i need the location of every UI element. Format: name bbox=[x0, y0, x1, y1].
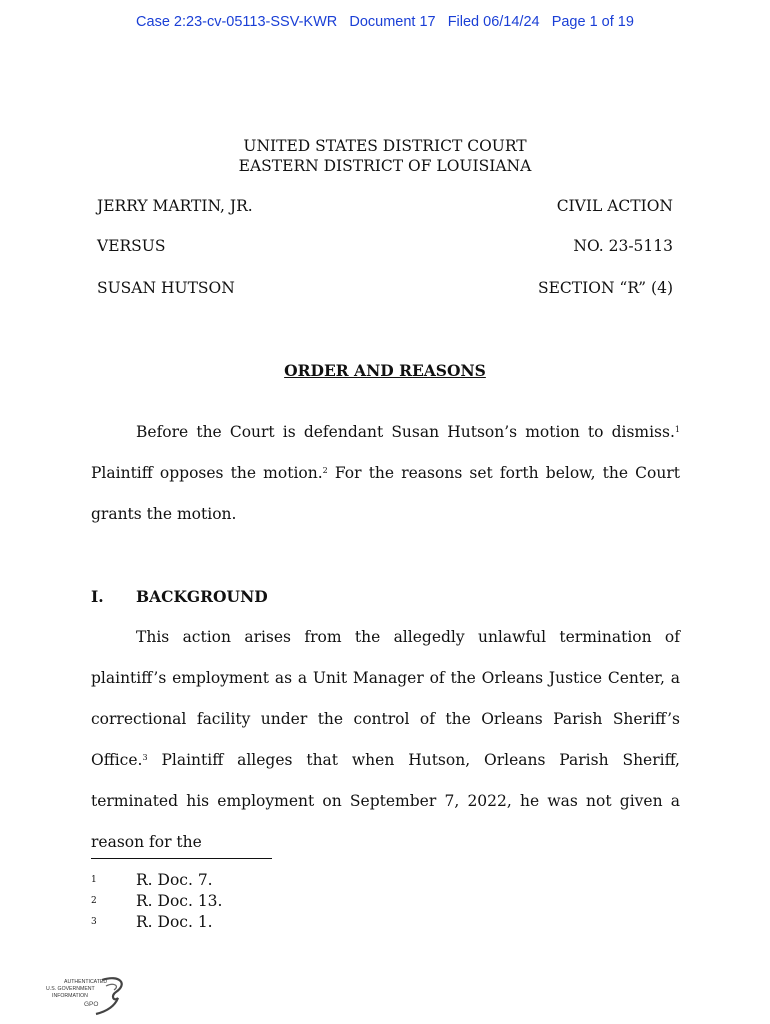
eagle-wing-icon bbox=[106, 984, 116, 990]
footnote-ref-2[interactable]: 2 bbox=[322, 466, 328, 475]
section-number: I. bbox=[91, 587, 104, 606]
intro-text-a: Before the Court is defendant Susan Hutson’s motion to dismiss. bbox=[136, 423, 675, 441]
intro-paragraph bbox=[91, 412, 680, 535]
gpo-authenticated-seal bbox=[44, 974, 128, 1016]
case-number-caption: NO. 23-5113 bbox=[573, 237, 673, 255]
footnotes bbox=[91, 870, 491, 933]
seal-line-4: GPO bbox=[84, 1001, 99, 1008]
document-number: Document 17 bbox=[349, 14, 436, 30]
footnote-ref-1[interactable]: 1 bbox=[674, 425, 680, 434]
intro-text-b: Plaintiff opposes the motion. bbox=[91, 464, 323, 482]
court-name bbox=[0, 136, 770, 176]
action-type: CIVIL ACTION bbox=[556, 197, 673, 215]
seal-line-2: U.S. GOVERNMENT bbox=[46, 986, 95, 992]
document-title: ORDER AND REASONS bbox=[284, 361, 486, 380]
court-line-2: EASTERN DISTRICT OF LOUISIANA bbox=[238, 157, 532, 175]
versus-label: VERSUS bbox=[97, 237, 166, 255]
background-text-a: This action arises from the allegedly unlawful termination of plaintiff’s employment as a Unit Manager of the Orleans Justice Center, a correctional facility under the control of the Orleans Parish Sheriff’s Office. bbox=[91, 628, 680, 769]
section-label: SECTION “R” (4) bbox=[537, 279, 673, 297]
footnote-text: R. Doc. 7. bbox=[136, 871, 213, 889]
section-title: BACKGROUND bbox=[136, 587, 268, 606]
plaintiff-name: JERRY MARTIN, JR. bbox=[97, 197, 253, 215]
seal-line-1: AUTHENTICATED bbox=[64, 979, 108, 985]
background-text-b: Plaintiff alleges that when Hutson, Orleans Parish Sheriff, terminated his employment on September 7, 2022, he was not given a reason for the bbox=[91, 751, 680, 851]
case-header bbox=[0, 14, 770, 30]
intro-text-c: For the reasons set forth below, the Court grants the motion. bbox=[91, 464, 680, 523]
page-indicator: Page 1 of 19 bbox=[551, 14, 634, 30]
footnote-number: 2 bbox=[91, 896, 97, 906]
footnote-item bbox=[91, 891, 491, 912]
seal-line-3: INFORMATION bbox=[52, 993, 88, 999]
background-paragraph bbox=[91, 617, 680, 863]
footnote-divider bbox=[91, 858, 272, 859]
section-heading bbox=[91, 587, 268, 606]
caption-row-3 bbox=[97, 279, 673, 297]
footnote-number: 3 bbox=[91, 917, 97, 927]
defendant-name: SUSAN HUTSON bbox=[97, 279, 235, 297]
footnote-number: 1 bbox=[91, 875, 97, 885]
footnote-ref-3[interactable]: 3 bbox=[142, 753, 148, 762]
footnote-text: R. Doc. 13. bbox=[136, 892, 223, 910]
case-number: Case 2:23-cv-05113-SSV-KWR bbox=[136, 14, 338, 30]
caption-row-2 bbox=[97, 237, 673, 255]
caption-row-1 bbox=[97, 197, 673, 215]
filed-date: Filed 06/14/24 bbox=[447, 14, 540, 30]
footnote-item bbox=[91, 912, 491, 933]
footnote-item bbox=[91, 870, 491, 891]
court-line-1: UNITED STATES DISTRICT COURT bbox=[243, 137, 527, 155]
footnote-text: R. Doc. 1. bbox=[136, 913, 213, 931]
